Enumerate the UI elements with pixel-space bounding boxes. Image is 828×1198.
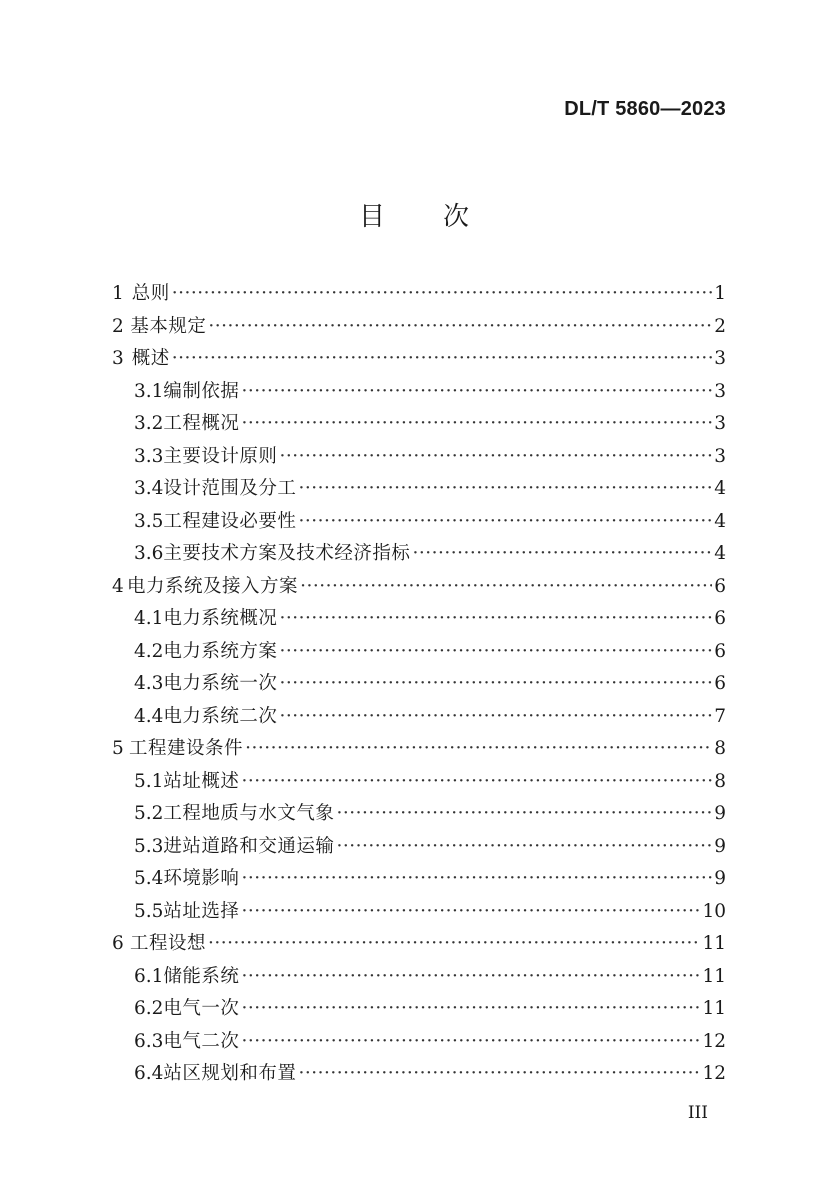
toc-entry[interactable]: [112, 668, 726, 701]
dot-leader: [245, 733, 712, 766]
toc-entry-label: 工程地质与水文气象: [163, 803, 335, 824]
toc-entry-number: 6: [112, 933, 124, 954]
toc-entry-page: 8: [714, 770, 726, 792]
toc-entry-number: 3.6: [134, 543, 164, 564]
toc-entry[interactable]: [112, 538, 726, 571]
toc-entry[interactable]: [112, 993, 726, 1026]
dot-leader: [279, 701, 712, 734]
toc-entry[interactable]: [112, 441, 726, 474]
toc-entry-label: 进站道路和交通运输: [163, 835, 335, 857]
toc-entry-number: 6.1: [134, 965, 164, 987]
toc-entry-label: 工程建设条件: [129, 738, 244, 759]
toc-entry-page: 3: [714, 348, 726, 369]
toc-entry-label: 站区规划和布置: [163, 1063, 297, 1084]
toc-entry-number: 5.1: [134, 770, 164, 792]
toc-entry-number: 5.4: [134, 868, 164, 889]
toc-entry-page: 3: [714, 445, 726, 467]
toc-entry-page: 11: [702, 965, 726, 987]
toc-entry-page: 12: [702, 1063, 726, 1084]
toc-entry-label: 主要技术方案及技术经济指标: [163, 543, 411, 564]
toc-entry[interactable]: [112, 1058, 726, 1091]
table-of-contents: [112, 278, 726, 1091]
toc-entry[interactable]: [112, 798, 726, 831]
toc-entry-label: 站址概述: [163, 770, 240, 792]
dot-leader: [172, 278, 712, 311]
toc-entry[interactable]: [112, 766, 726, 799]
toc-entry[interactable]: [112, 506, 726, 539]
toc-entry[interactable]: [112, 343, 726, 376]
dot-leader: [241, 961, 700, 994]
dot-leader: [279, 668, 712, 701]
toc-entry[interactable]: [112, 701, 726, 734]
toc-entry[interactable]: [112, 408, 726, 441]
toc-entry-page: 3: [714, 413, 726, 434]
toc-entry[interactable]: [112, 376, 726, 409]
toc-entry-number: 4.2: [134, 640, 164, 662]
toc-entry-page: 12: [702, 1030, 726, 1052]
dot-leader: [279, 603, 712, 636]
dot-leader: [241, 896, 700, 929]
dot-leader: [172, 343, 712, 376]
toc-entry-page: 9: [714, 835, 726, 857]
toc-entry-page: 4: [714, 510, 726, 532]
toc-entry-number: 4.1: [134, 608, 164, 629]
dot-leader: [300, 571, 712, 604]
toc-entry-number: 5.3: [134, 835, 164, 857]
toc-entry-page: 6: [714, 608, 726, 629]
toc-entry-label: 工程设想: [129, 933, 206, 954]
toc-entry[interactable]: [112, 1026, 726, 1059]
toc-entry-page: 2: [714, 315, 726, 337]
toc-entry-number: 2: [112, 315, 124, 337]
toc-entry[interactable]: [112, 636, 726, 669]
toc-entry-label: 储能系统: [163, 965, 240, 987]
toc-entry-page: 4: [714, 543, 726, 564]
standard-code: DL/T 5860—2023: [564, 98, 726, 120]
toc-entry-number: 4.3: [134, 673, 164, 694]
toc-entry-label: 编制依据: [163, 380, 240, 402]
toc-entry-page: 8: [714, 738, 726, 759]
toc-entry-number: 5: [112, 738, 124, 759]
toc-entry[interactable]: [112, 571, 726, 604]
toc-entry-label: 主要设计原则: [163, 445, 278, 467]
toc-entry-page: 9: [714, 803, 726, 824]
toc-entry-label: 工程概况: [163, 413, 240, 434]
page-title: 目次: [358, 202, 527, 232]
toc-entry-label: 电力系统概况: [163, 608, 278, 629]
dot-leader: [241, 766, 712, 799]
toc-entry-page: 6: [714, 673, 726, 694]
toc-entry[interactable]: [112, 733, 726, 766]
toc-entry-page: 3: [714, 380, 726, 402]
toc-entry-number: 5.5: [134, 900, 164, 922]
toc-entry-label: 环境影响: [163, 868, 240, 889]
toc-entry[interactable]: [112, 863, 726, 896]
dot-leader: [241, 993, 700, 1026]
toc-entry-number: 4: [112, 575, 124, 597]
toc-entry-label: 总则: [131, 283, 170, 304]
dot-leader: [412, 538, 712, 571]
toc-entry[interactable]: [112, 896, 726, 929]
dot-leader: [241, 1026, 700, 1059]
toc-entry[interactable]: [112, 278, 726, 311]
toc-entry-label: 基本规定: [130, 315, 207, 337]
toc-entry-number: 1: [112, 283, 124, 304]
dot-leader: [241, 863, 712, 896]
toc-entry-number: 3.1: [134, 380, 164, 402]
toc-entry-number: 6.4: [134, 1063, 164, 1084]
dot-leader: [298, 1058, 700, 1091]
toc-entry[interactable]: [112, 928, 726, 961]
toc-entry[interactable]: [112, 311, 726, 344]
toc-entry-page: 6: [714, 640, 726, 662]
toc-entry-page: 6: [714, 575, 726, 597]
dot-leader: [298, 506, 712, 539]
toc-entry[interactable]: [112, 831, 726, 864]
toc-entry-page: 10: [702, 900, 726, 922]
toc-entry-label: 概述: [131, 348, 170, 369]
toc-entry-page: 11: [702, 933, 726, 954]
toc-entry-number: 6.3: [134, 1030, 164, 1052]
toc-entry-label: 工程建设必要性: [163, 510, 297, 532]
toc-entry-label: 电力系统一次: [163, 673, 278, 694]
toc-entry-number: 6.2: [134, 998, 164, 1019]
page-number: III: [687, 1103, 708, 1123]
toc-entry-number: 3.2: [134, 413, 164, 434]
dot-leader: [336, 798, 712, 831]
dot-leader: [279, 441, 712, 474]
dot-leader: [336, 831, 712, 864]
dot-leader: [279, 636, 712, 669]
toc-entry-label: 电气二次: [163, 1030, 240, 1052]
toc-entry-number: 5.2: [134, 803, 164, 824]
toc-entry-number: 3.3: [134, 445, 164, 467]
toc-entry[interactable]: [112, 961, 726, 994]
toc-entry[interactable]: [112, 473, 726, 506]
toc-entry-number: 3.4: [134, 478, 164, 499]
toc-entry[interactable]: [112, 603, 726, 636]
dot-leader: [241, 376, 712, 409]
toc-entry-label: 电力系统及接入方案: [127, 575, 299, 597]
dot-leader: [298, 473, 712, 506]
toc-entry-label: 电力系统二次: [163, 705, 278, 727]
toc-entry-page: 11: [702, 998, 726, 1019]
toc-entry-page: 7: [714, 705, 726, 727]
toc-entry-page: 9: [714, 868, 726, 889]
toc-entry-number: 3: [112, 348, 124, 369]
toc-entry-page: 1: [714, 283, 726, 304]
dot-leader: [208, 928, 700, 961]
toc-entry-number: 4.4: [134, 705, 164, 727]
toc-entry-label: 设计范围及分工: [163, 478, 297, 499]
toc-entry-page: 4: [714, 478, 726, 499]
dot-leader: [241, 408, 712, 441]
toc-entry-label: 站址选择: [163, 900, 240, 922]
toc-entry-label: 电气一次: [163, 998, 240, 1019]
toc-entry-number: 3.5: [134, 510, 164, 532]
dot-leader: [208, 311, 712, 344]
toc-entry-label: 电力系统方案: [163, 640, 278, 662]
